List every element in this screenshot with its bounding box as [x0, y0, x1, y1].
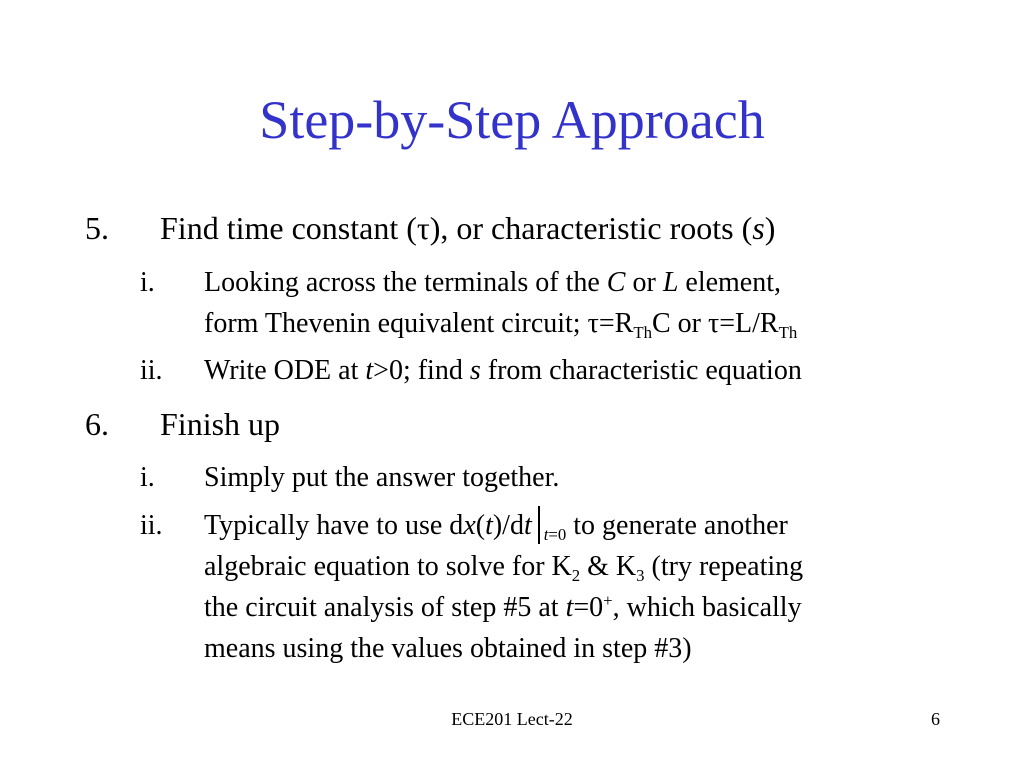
subitem-number: ii. [140, 510, 163, 541]
item-number: 6. [85, 406, 109, 442]
item-number: 5. [85, 210, 109, 246]
evaluation-bar [538, 506, 540, 544]
subitem-text-line1: Looking across the terminals of the C or L element, [204, 267, 782, 298]
slide-title: Step-by-Step Approach [259, 90, 765, 150]
subitem-text: Simply put the answer together. [204, 462, 560, 493]
item-text: Finish up [160, 406, 281, 442]
subitem-text-line2: form Thevenin equivalent circuit; $\tau=R_{Th}C$ or $\tau=L/R_{Th}$ [204, 308, 798, 342]
item-text: Find time constant (τ), or characteristic roots (s) [160, 210, 776, 246]
subitem-number: ii. [140, 355, 163, 386]
footer-page-number: 6 [931, 709, 940, 729]
subitem-text-line4: means using the values obtained in step #3) [204, 633, 692, 664]
subitem-text-line2: algebraic equation to solve for $K_2$ & $K_3$ (try repeating [204, 551, 804, 585]
subitem-number: i. [140, 462, 155, 493]
subitem-text-line1: Typically have to use dx(t)/dt $_{t=0}$ to generate another [204, 505, 788, 546]
subitem-text-line3: the circuit analysis of step #5 at t=0+, which basically [204, 590, 802, 623]
subitem-number: i. [140, 267, 155, 298]
footer-course: ECE201 Lect-22 [451, 709, 573, 729]
subitem-text: Write ODE at t>0; find s from characteristic equation [204, 355, 802, 386]
